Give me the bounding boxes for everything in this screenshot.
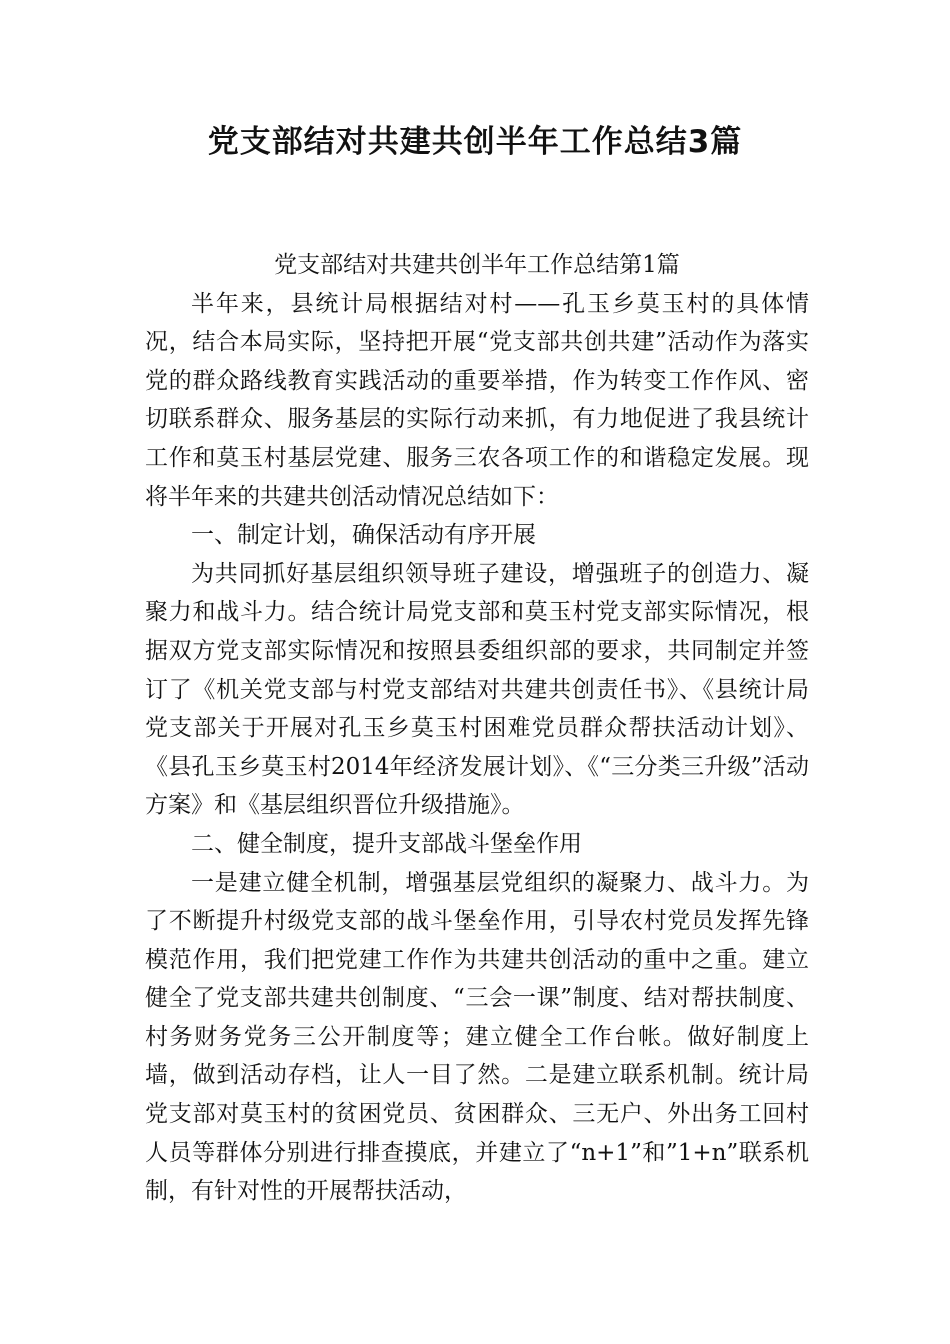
paragraph-intro: 半年来，县统计局根据结对村——孔玉乡莫玉村的具体情况，结合本局实际，坚持把开展“党支部共创共建”活动作为落实党的群众路线教育实践活动的重要举措，作为转变工作作风、密切联系群众、服务基层的实际行动来抓，有力地促进了我县统计工作和莫玉村基层党建、服务三农各项工作的和谐稳定发展。现将半年来的共建共创活动情况总结如下： bbox=[145, 290, 809, 510]
paragraph-section-2: 一是建立健全机制，增强基层党组织的凝聚力、战斗力。为了不断提升村级党支部的战斗堡垒作用，引导农村党员发挥先锋模范作用，我们把党建工作作为共建共创活动的重中之重。建立健全了党支部共建共创制度、“三会一课”制度、结对帮扶制度、村务财务党务三公开制度等；建立健全工作台帐。做好制度上墙，做到活动存档，让人一目了然。二是建立联系机制。统计局党支部对莫玉村的贫困党员、贫困群众、三无户、外出务工回村人员等群体分别进行排查摸底，并建立了“n+1”和”1+n”联系机制，有针对性的开展帮扶活动， bbox=[145, 869, 809, 1205]
heading-section-1: 一、制定计划，确保活动有序开展 bbox=[191, 522, 536, 549]
section-subtitle: 党支部结对共建共创半年工作总结第1篇 bbox=[274, 252, 680, 278]
document-body bbox=[145, 246, 809, 1211]
document-title: 党支部结对共建共创半年工作总结3篇 bbox=[207, 124, 743, 160]
paragraph-section-1: 为共同抓好基层组织领导班子建设，增强班子的创造力、凝聚力和战斗力。结合统计局党支部和莫玉村党支部实际情况，根据双方党支部实际情况和按照县委组织部的要求，共同制定并签订了《机关党支部与村党支部结对共建共创责任书》、《县统计局党支部关于开展对孔玉乡莫玉村困难党员群众帮扶活动计划》、《县孔玉乡莫玉村2014年经济发展计划》、《“三分类三升级”活动方案》和《基层组织晋位升级措施》。 bbox=[145, 560, 809, 819]
heading-section-2: 二、健全制度，提升支部战斗堡垒作用 bbox=[191, 830, 582, 857]
